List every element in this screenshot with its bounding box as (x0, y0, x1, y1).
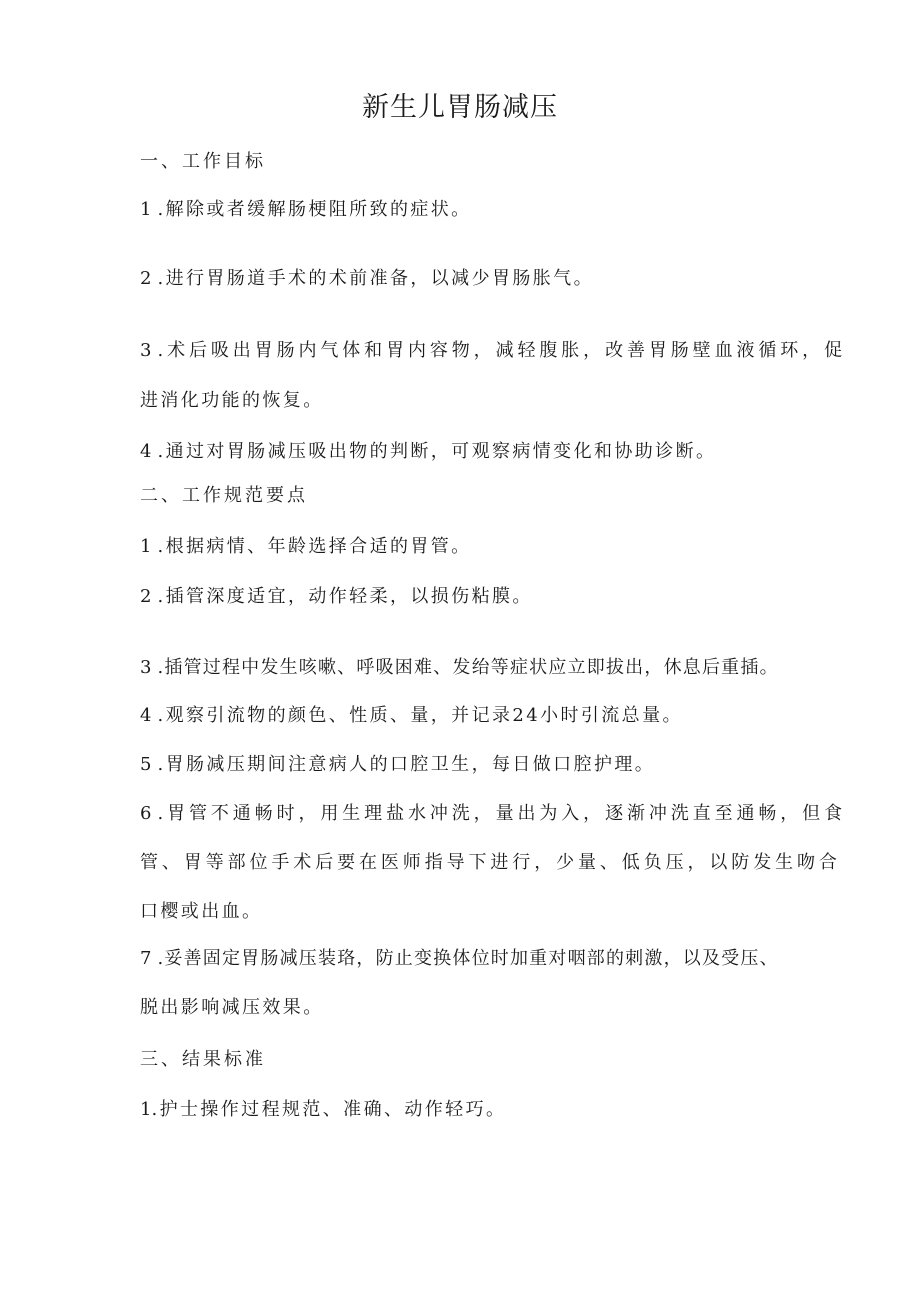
item-number: 4 (140, 705, 152, 726)
section-heading: 一、工作目标 (140, 151, 266, 172)
item-number: 1 (140, 536, 152, 557)
item-number: 7 (140, 948, 152, 969)
item-continuation-line: 脱出影响减压效果。 (140, 997, 324, 1018)
list-item (140, 337, 846, 365)
item-continuation-line: 进消化功能的恢复。 (140, 390, 324, 411)
item-text: .妥善固定胃肠减压装珞，防止变换体位时加重对咽部的刺激，以及受压、 (157, 948, 779, 969)
item-number: 3 (140, 340, 152, 361)
item-number: 2 (140, 586, 152, 607)
item-text: .进行胃肠道手术的术前准备，以减少胃肠胀气。 (157, 268, 594, 289)
list-item (140, 702, 800, 730)
item-text: .护士操作过程规范、准确、动作轻巧。 (151, 1099, 507, 1120)
item-continuation-line: 管、胃等部位手术后要在医师指导下进行，少量、低负压，以防发生吻合 (140, 852, 841, 873)
item-continuation-line: 口樱或出血。 (140, 901, 263, 922)
item-number: 3 (140, 657, 152, 678)
list-item (140, 533, 800, 561)
item-text: .插管深度适宜，动作轻柔，以损伤粘膜。 (157, 586, 533, 607)
list-item (140, 800, 846, 828)
item-text: .根据病情、年龄选择合适的胃管。 (157, 536, 472, 557)
section-heading: 二、工作规范要点 (140, 485, 308, 506)
item-text: .通过对胃肠减压吸出物的判断，可观察病情变化和协助诊断。 (157, 441, 717, 462)
list-item (140, 265, 800, 293)
item-text: .术后吸出胃肠内气体和胃内容物，减轻腹胀，改善胃肠壁血液循环，促 (157, 340, 846, 361)
item-number: 5 (140, 754, 152, 775)
section-heading: 三、结果标准 (140, 1049, 266, 1070)
item-number: 6 (140, 803, 152, 824)
list-item (140, 583, 800, 611)
list-item (140, 1096, 800, 1124)
item-number: 1 (140, 199, 152, 220)
item-text: .解除或者缓解肠梗阻所致的症状。 (157, 199, 472, 220)
list-item (140, 438, 800, 466)
item-text: .插管过程中发生咳嗽、呼吸困难、发绐等症状应立即拔出，休息后重插。 (157, 657, 779, 678)
list-item (140, 945, 800, 973)
list-item (140, 654, 800, 682)
item-text: .胃管不通畅时，用生理盐水冲洗，量出为入，逐渐冲洗直至通畅，但食 (157, 803, 846, 824)
item-number: 4 (140, 441, 152, 462)
item-text: .观察引流物的颜色、性质、量，并记录24小时引流总量。 (157, 705, 683, 726)
list-item (140, 196, 800, 224)
list-item (140, 751, 800, 779)
item-number: 1 (140, 1099, 152, 1120)
document-title: 新生儿胃肠减压 (362, 92, 558, 123)
item-number: 2 (140, 268, 152, 289)
item-text: .胃肠减压期间注意病人的口腔卫生，每日做口腔护理。 (157, 754, 656, 775)
